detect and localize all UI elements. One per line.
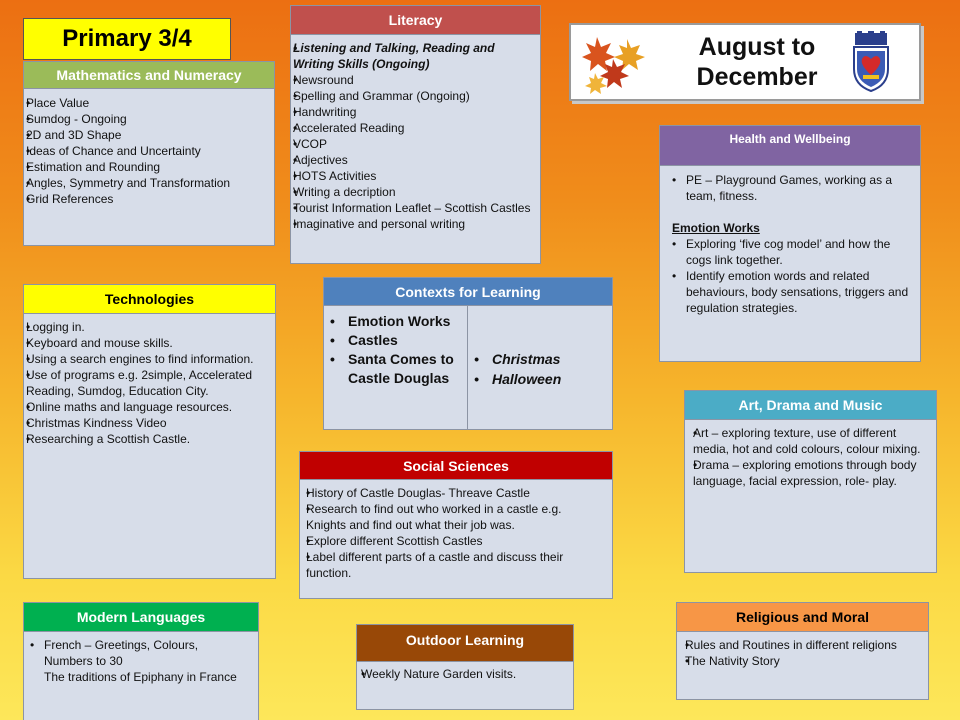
social-panel bbox=[299, 451, 613, 599]
technologies-list bbox=[24, 314, 275, 447]
art-panel bbox=[684, 390, 937, 573]
rme-list bbox=[677, 632, 928, 669]
list-item: • Halloween bbox=[468, 369, 612, 389]
social-header: Social Sciences bbox=[300, 452, 612, 480]
emotion-works-heading: Emotion Works bbox=[672, 221, 760, 235]
list-item: • Christmas bbox=[468, 349, 612, 369]
list-item: • Angles, Symmetry and Transformation bbox=[26, 175, 266, 191]
list-item: • Imaginative and personal writing bbox=[293, 216, 532, 232]
list-item: • Exploring ‘five cog model’ and how the cogs link together. bbox=[668, 236, 912, 268]
period-line1: August to bbox=[698, 33, 816, 61]
list-item: • Place Value bbox=[26, 95, 266, 111]
contexts-left-col bbox=[324, 306, 468, 429]
art-list bbox=[685, 420, 936, 489]
contexts-right-col bbox=[468, 306, 612, 429]
list-item: • Handwriting bbox=[293, 104, 532, 120]
list-item: • French – Greetings, Colours, Numbers to 30 bbox=[26, 637, 250, 669]
list-item: • Weekly Nature Garden visits. bbox=[361, 666, 565, 682]
languages-header: Modern Languages bbox=[24, 603, 258, 632]
list-item: • Writing a decription bbox=[293, 184, 532, 200]
technologies-panel bbox=[23, 284, 276, 579]
list-item: • Explore different Scottish Castles bbox=[306, 533, 604, 549]
period-banner bbox=[569, 23, 921, 101]
literacy-panel bbox=[290, 5, 541, 264]
literacy-header: Literacy bbox=[291, 6, 540, 35]
autumn-leaves-icon bbox=[581, 33, 647, 95]
list-item: • Identify emotion words and related behaviours, body sensations, triggers and regulation strategies. bbox=[668, 268, 912, 316]
health-header: Health and Wellbeing bbox=[660, 126, 920, 166]
maths-panel bbox=[23, 61, 275, 246]
list-item: • Tourist Information Leaflet – Scottish Castles bbox=[293, 200, 532, 216]
list-item: • Accelerated Reading bbox=[293, 120, 532, 136]
languages-content bbox=[24, 632, 258, 685]
list-item: • Ideas of Chance and Uncertainty bbox=[26, 143, 266, 159]
list-item: • Spelling and Grammar (Ongoing) bbox=[293, 88, 532, 104]
rme-header: Religious and Moral bbox=[677, 603, 928, 632]
list-item: • Drama – exploring emotions through body language, facial expression, role- play. bbox=[693, 457, 928, 489]
maths-list bbox=[24, 89, 274, 207]
languages-extra: The traditions of Epiphany in France bbox=[44, 670, 237, 684]
outdoor-panel bbox=[356, 624, 574, 710]
period-title bbox=[671, 32, 843, 92]
list-item: • HOTS Activities bbox=[293, 168, 532, 184]
contexts-panel bbox=[323, 277, 613, 430]
list-item: • Castles bbox=[324, 331, 467, 350]
contexts-right-list bbox=[468, 306, 612, 389]
list-item: • Adjectives bbox=[293, 152, 532, 168]
list-item: • Rules and Routines in different religions bbox=[685, 637, 920, 653]
list-item: • Christmas Kindness Video bbox=[26, 415, 267, 431]
period-line2: December bbox=[696, 63, 818, 91]
list-item: • Keyboard and mouse skills. bbox=[26, 335, 267, 351]
list-item: • Newsround bbox=[293, 72, 532, 88]
list-item: • Research to find out who worked in a castle e.g. Knights and find out what their job was. bbox=[306, 501, 604, 533]
list-item: • Use of programs e.g. 2simple, Accelerated Reading, Sumdog, Education City. bbox=[26, 367, 267, 399]
crest-icon bbox=[851, 31, 891, 93]
list-item: • Art – exploring texture, use of different media, hot and cold colours, colour mixing. bbox=[693, 425, 928, 457]
list-item: • Grid References bbox=[26, 191, 266, 207]
list-item: • History of Castle Douglas- Threave Castle bbox=[306, 485, 604, 501]
rme-panel bbox=[676, 602, 929, 700]
list-item: • Using a search engines to find information. bbox=[26, 351, 267, 367]
page-title: Primary 3/4 bbox=[23, 18, 231, 60]
health-content bbox=[660, 166, 920, 316]
list-item: • 2D and 3D Shape bbox=[26, 127, 266, 143]
contexts-header: Contexts for Learning bbox=[324, 278, 612, 306]
list-item: • Estimation and Rounding bbox=[26, 159, 266, 175]
outdoor-list bbox=[357, 662, 573, 682]
list-item: • Santa Comes to Castle Douglas bbox=[324, 350, 467, 388]
list-item: • Logging in. bbox=[26, 319, 267, 335]
list-item: • Listening and Talking, Reading and Writing Skills (Ongoing) bbox=[293, 40, 532, 72]
list-item: • PE – Playground Games, working as a team, fitness. bbox=[668, 172, 912, 204]
list-item: • Emotion Works bbox=[324, 312, 467, 331]
contexts-left-list bbox=[324, 306, 467, 388]
list-item: • VCOP bbox=[293, 136, 532, 152]
contexts-columns bbox=[324, 306, 612, 429]
technologies-header: Technologies bbox=[24, 285, 275, 314]
health-panel bbox=[659, 125, 921, 362]
social-list bbox=[300, 480, 612, 581]
list-item: • Online maths and language resources. bbox=[26, 399, 267, 415]
list-item: • The Nativity Story bbox=[685, 653, 920, 669]
outdoor-header: Outdoor Learning bbox=[357, 625, 573, 662]
literacy-list bbox=[291, 35, 540, 232]
maths-header: Mathematics and Numeracy bbox=[24, 62, 274, 89]
art-header: Art, Drama and Music bbox=[685, 391, 936, 420]
languages-panel bbox=[23, 602, 259, 720]
list-item: • Sumdog - Ongoing bbox=[26, 111, 266, 127]
list-item: • Researching a Scottish Castle. bbox=[26, 431, 267, 447]
list-item: • Label different parts of a castle and discuss their function. bbox=[306, 549, 604, 581]
